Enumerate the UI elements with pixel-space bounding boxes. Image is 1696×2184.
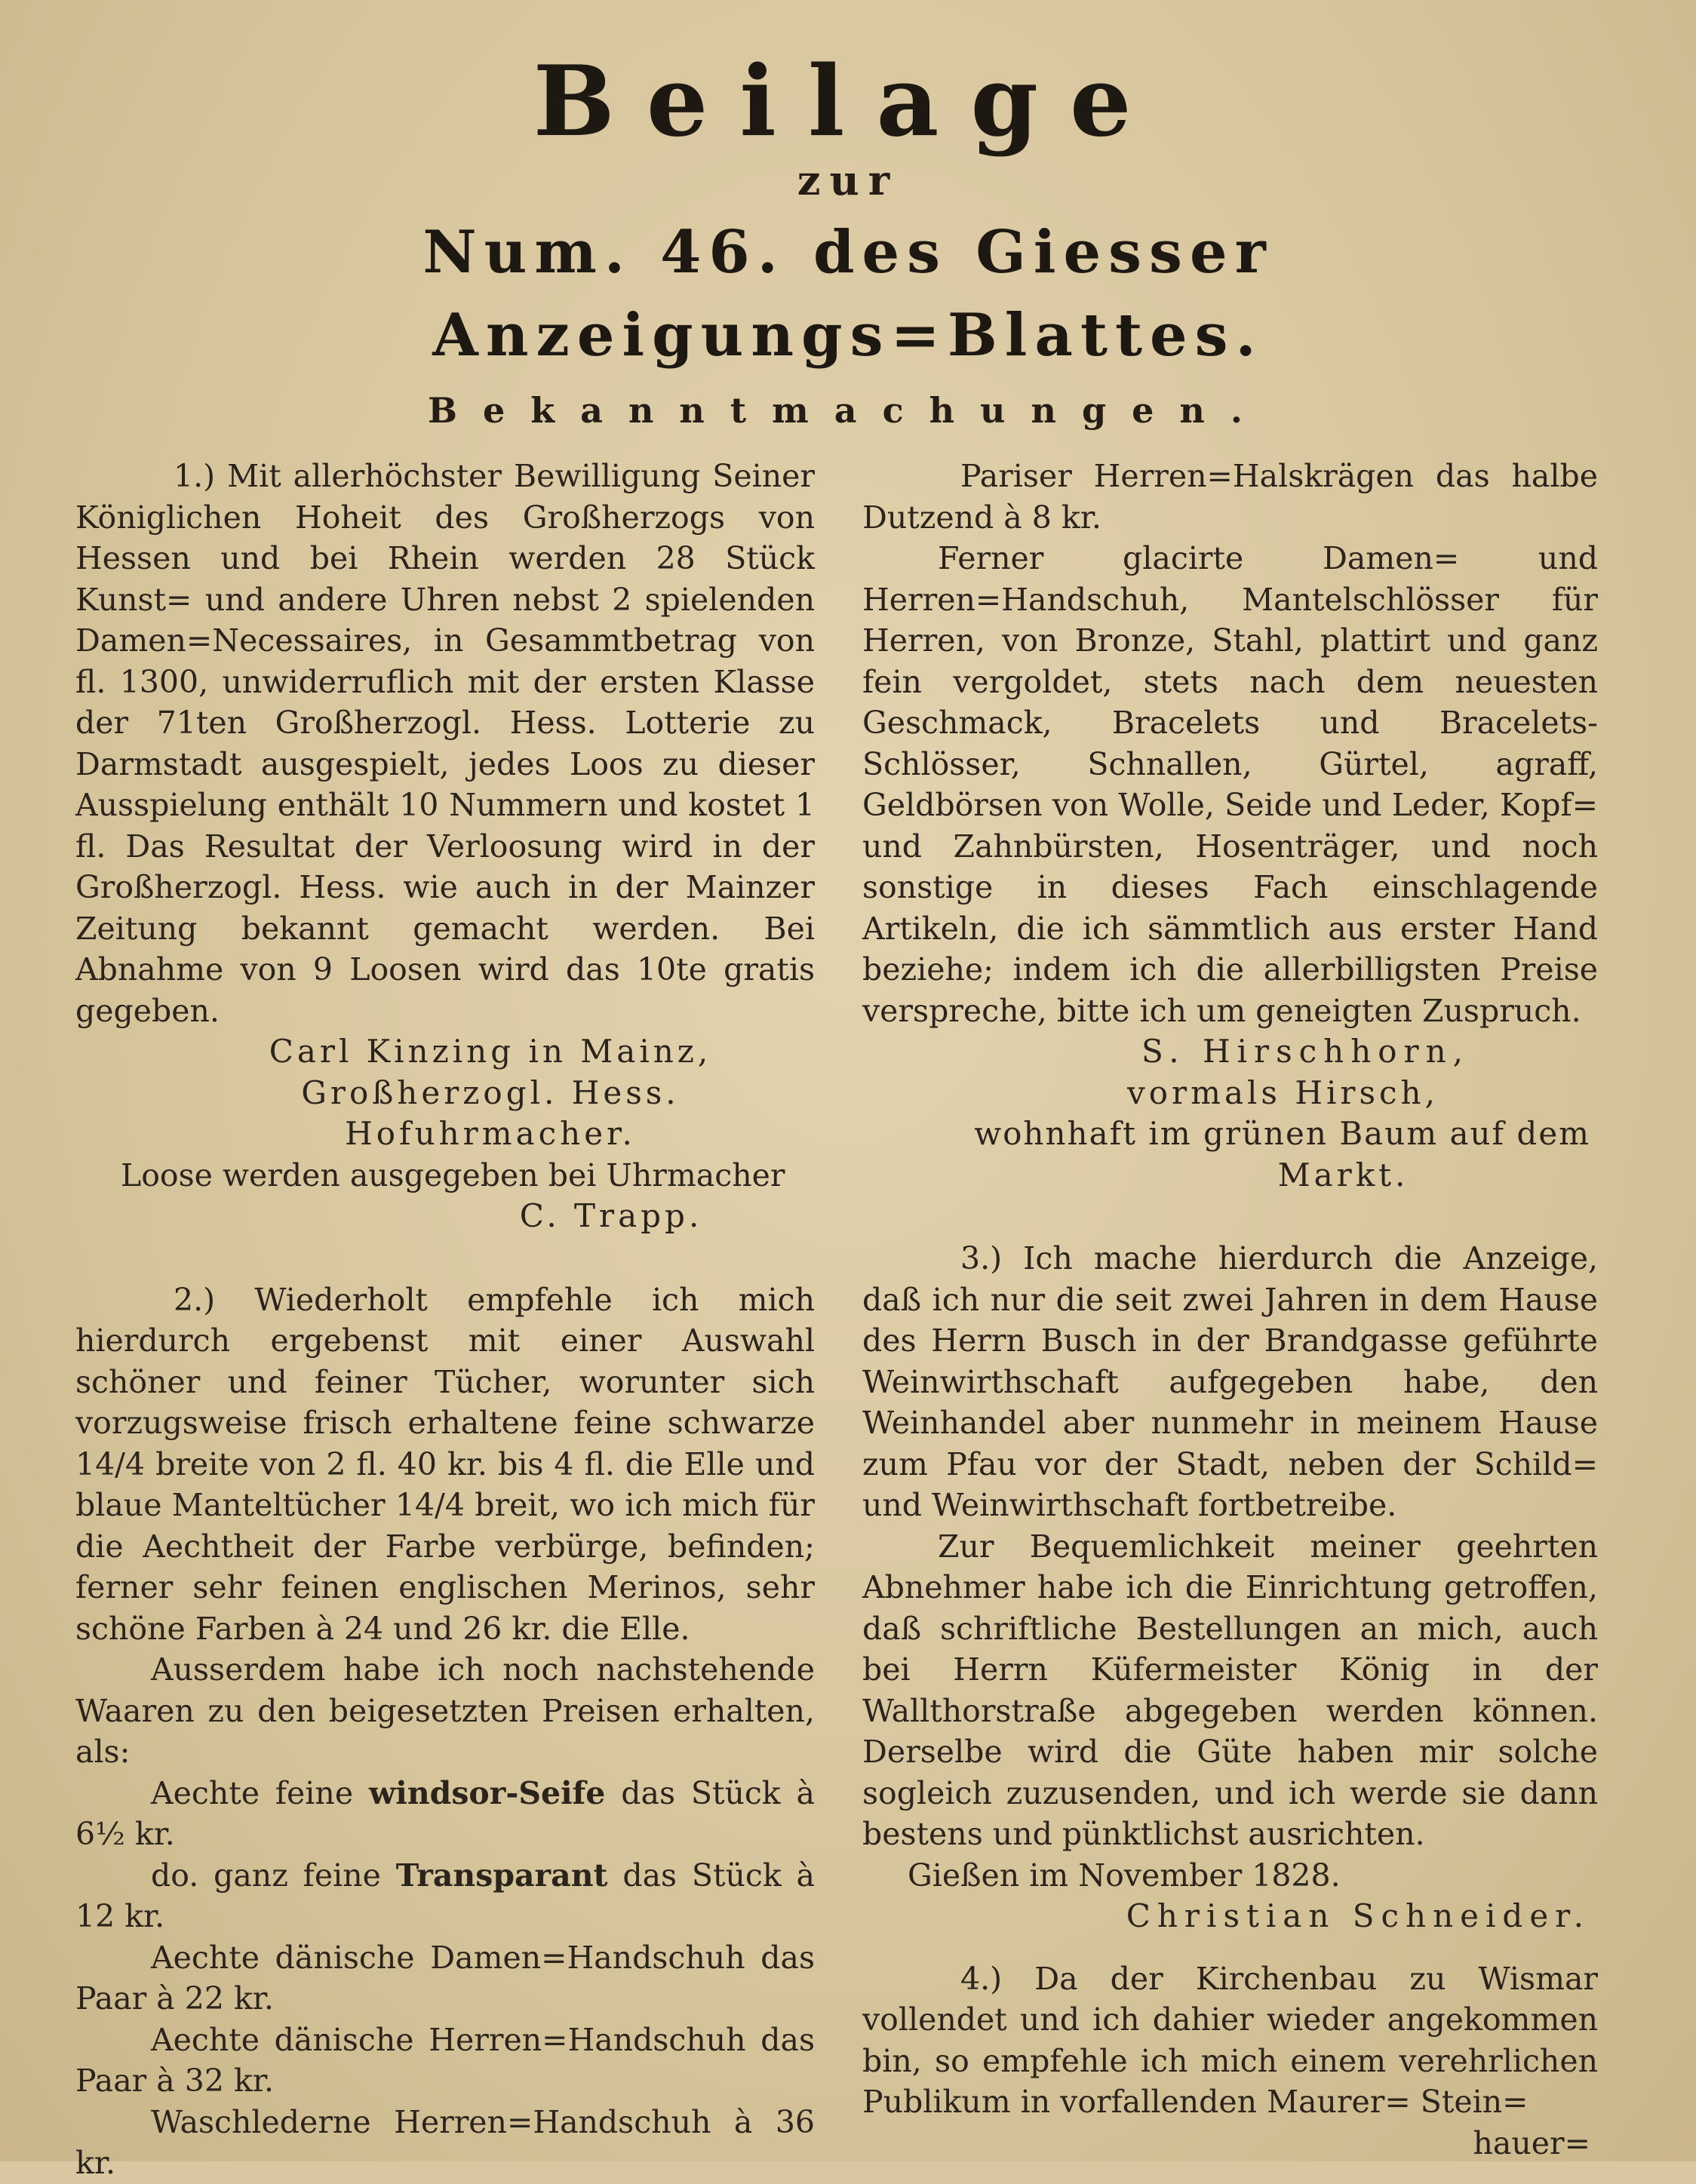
section-heading: Bekanntmachungen. <box>428 390 1268 431</box>
announcement-2-signature-name: S. Hirschhorn, <box>1141 1033 1470 1070</box>
announcement-1-text: 1.) Mit allerhöchster Bewilligung Seiner Königlichen Hoheit des Großherzogs von Hessen und bei Rhein werden 28 Stück Kunst= und andere Uhren nebst 2 spielenden Damen=Necessaires, in Gesammtbetrag von fl. 1300, unwiderruflich mit der ersten Klasse der 71ten Großherzogl. Hess. Lotterie zu Darmstadt ausgespielt, jedes Loos zu dieser Ausspielung enthält 10 Nummern und kostet 1 fl. Das Resultat der Verloosung wird in der Großherzogl. Hess. wie auch in der Mainzer Zeitung bekannt gemacht werden. Bei Abnahme von 9 Loosen wird das 10te gratis gegeben. <box>75 458 815 1029</box>
announcement-3-place-date: Gießen im November 1828. <box>908 1857 1341 1894</box>
price-item-ladies-gloves: Aechte dänische Damen=Handschuh das Paar à 22 kr. <box>75 1939 815 2017</box>
announcement-2-text2: Ausserdem habe ich noch nachstehende Waaren zu den beigesetzten Preisen erhalten, als: <box>75 1651 815 1770</box>
announcement-2-continued-text: Ferner glacirte Damen= und Herren=Handschuh, Mantelschlösser für Herren, von Bronze, Stahl, plattirt und ganz fein vergoldet, stets nach dem neuesten Geschmack, Bracelets und Bracelets-Schlösser, Schnallen, Gürtel, agraff, Geldbörsen von Wolle, Seide und Leder, Kopf= und Zahnbürsten, Hosenträger, und noch sonstige in dieses Fach einschlagende Artikeln, die ich sämmtlich aus erster Hand beziehe; indem ich die allerbilligsten Preise verspreche, bitte ich um geneigten Zuspruch. <box>862 540 1598 1029</box>
announcement-1-signature-title: Großherzogl. Hess. Hofuhrmacher. <box>301 1074 680 1152</box>
price-item-leather-gloves: Waschlederne Herren=Handschuh à 36 kr. <box>75 2103 815 2181</box>
right-column <box>862 456 1598 2184</box>
announcement-1-note: Loose werden ausgegeben bei Uhrmacher <box>121 1157 785 1193</box>
price-item-transparent-soap: do. ganz feine Transparant das Stück à 12 kr. <box>75 1857 815 1934</box>
price-item-collars: Pariser Herren=Halskrägen das halbe Dutzend à 8 kr. <box>862 458 1598 536</box>
announcement-2-text: 2.) Wiederholt empfehle ich mich hierdurch ergebenst mit einer Auswahl schöner und feiner Tücher, worunter sich vorzugsweise frisch erhaltene feine schwarze 14/4 breite von 2 fl. 40 kr. bis 4 fl. die Elle und blaue Manteltücher 14/4 breit, wo ich mich für die Aechtheit der Farbe verbürge, befinden; ferner sehr feinen englischen Merinos, sehr schöne Farben à 24 und 26 kr. die Elle. <box>75 1281 815 1647</box>
masthead-title: Beilage <box>533 45 1163 158</box>
announcement-4-text: 4.) Da der Kirchenbau zu Wismar vollendet und ich dahier wieder angekommen bin, so empfehle ich mich einem verehrlichen Publikum in vorfallenden Maurer= Stein= <box>862 1960 1598 2120</box>
announcement-4 <box>862 1958 1598 2164</box>
masthead-number: Num. 46. des Giesser Anzeigungs=Blattes. <box>422 218 1274 370</box>
announcement-2-signature-market: Markt. <box>1277 1156 1409 1193</box>
left-column <box>75 456 815 2184</box>
announcement-3 <box>862 1238 1598 1937</box>
announcement-2-signature-former: vormals Hirsch, <box>1127 1074 1439 1111</box>
announcement-3-text: 3.) Ich mache hierdurch die Anzeige, daß ich nur die seit zwei Jahren in dem Hause des Herrn Busch in der Brandgasse geführte Weinwirthschaft aufgegeben habe, den Weinhandel aber nunmehr in meinem Hause zum Pfau vor der Stadt, neben der Schild= und Weinwirthschaft fortbetreibe. <box>862 1240 1598 1523</box>
announcement-2 <box>75 1279 815 2184</box>
announcement-1 <box>75 456 815 1237</box>
announcement-2-signature-address: wohnhaft im grünen Baum auf dem <box>974 1115 1590 1152</box>
price-item-windsor-soap: Aechte feine windsor-Seife das Stück à 6½ kr. <box>75 1774 815 1852</box>
columns <box>75 456 1621 2184</box>
announcement-3-signature: Christian Schneider. <box>1126 1897 1590 1934</box>
price-item-mens-gloves: Aechte dänische Herren=Handschuh das Paar à 32 kr. <box>75 2021 815 2099</box>
announcement-1-seller: C. Trapp. <box>519 1197 703 1234</box>
announcement-4-catchword: hauer= <box>1473 2124 1590 2161</box>
announcement-1-signature-name: Carl Kinzing in Mainz, <box>269 1033 712 1070</box>
announcement-3-text2: Zur Bequemlichkeit meiner geehrten Abnehmer habe ich die Einrichtung getroffen, daß schriftliche Bestellungen an mich, auch bei Herrn Küfermeister König in der Wallthorstraße abgegeben werden können. Derselbe wird die Güte haben mir solche sogleich zuzusenden, und ich werde sie dann bestens und pünktlichst ausrichten. <box>862 1528 1598 1852</box>
masthead-zur: zur <box>797 156 899 204</box>
announcement-2-continued <box>862 456 1598 1196</box>
